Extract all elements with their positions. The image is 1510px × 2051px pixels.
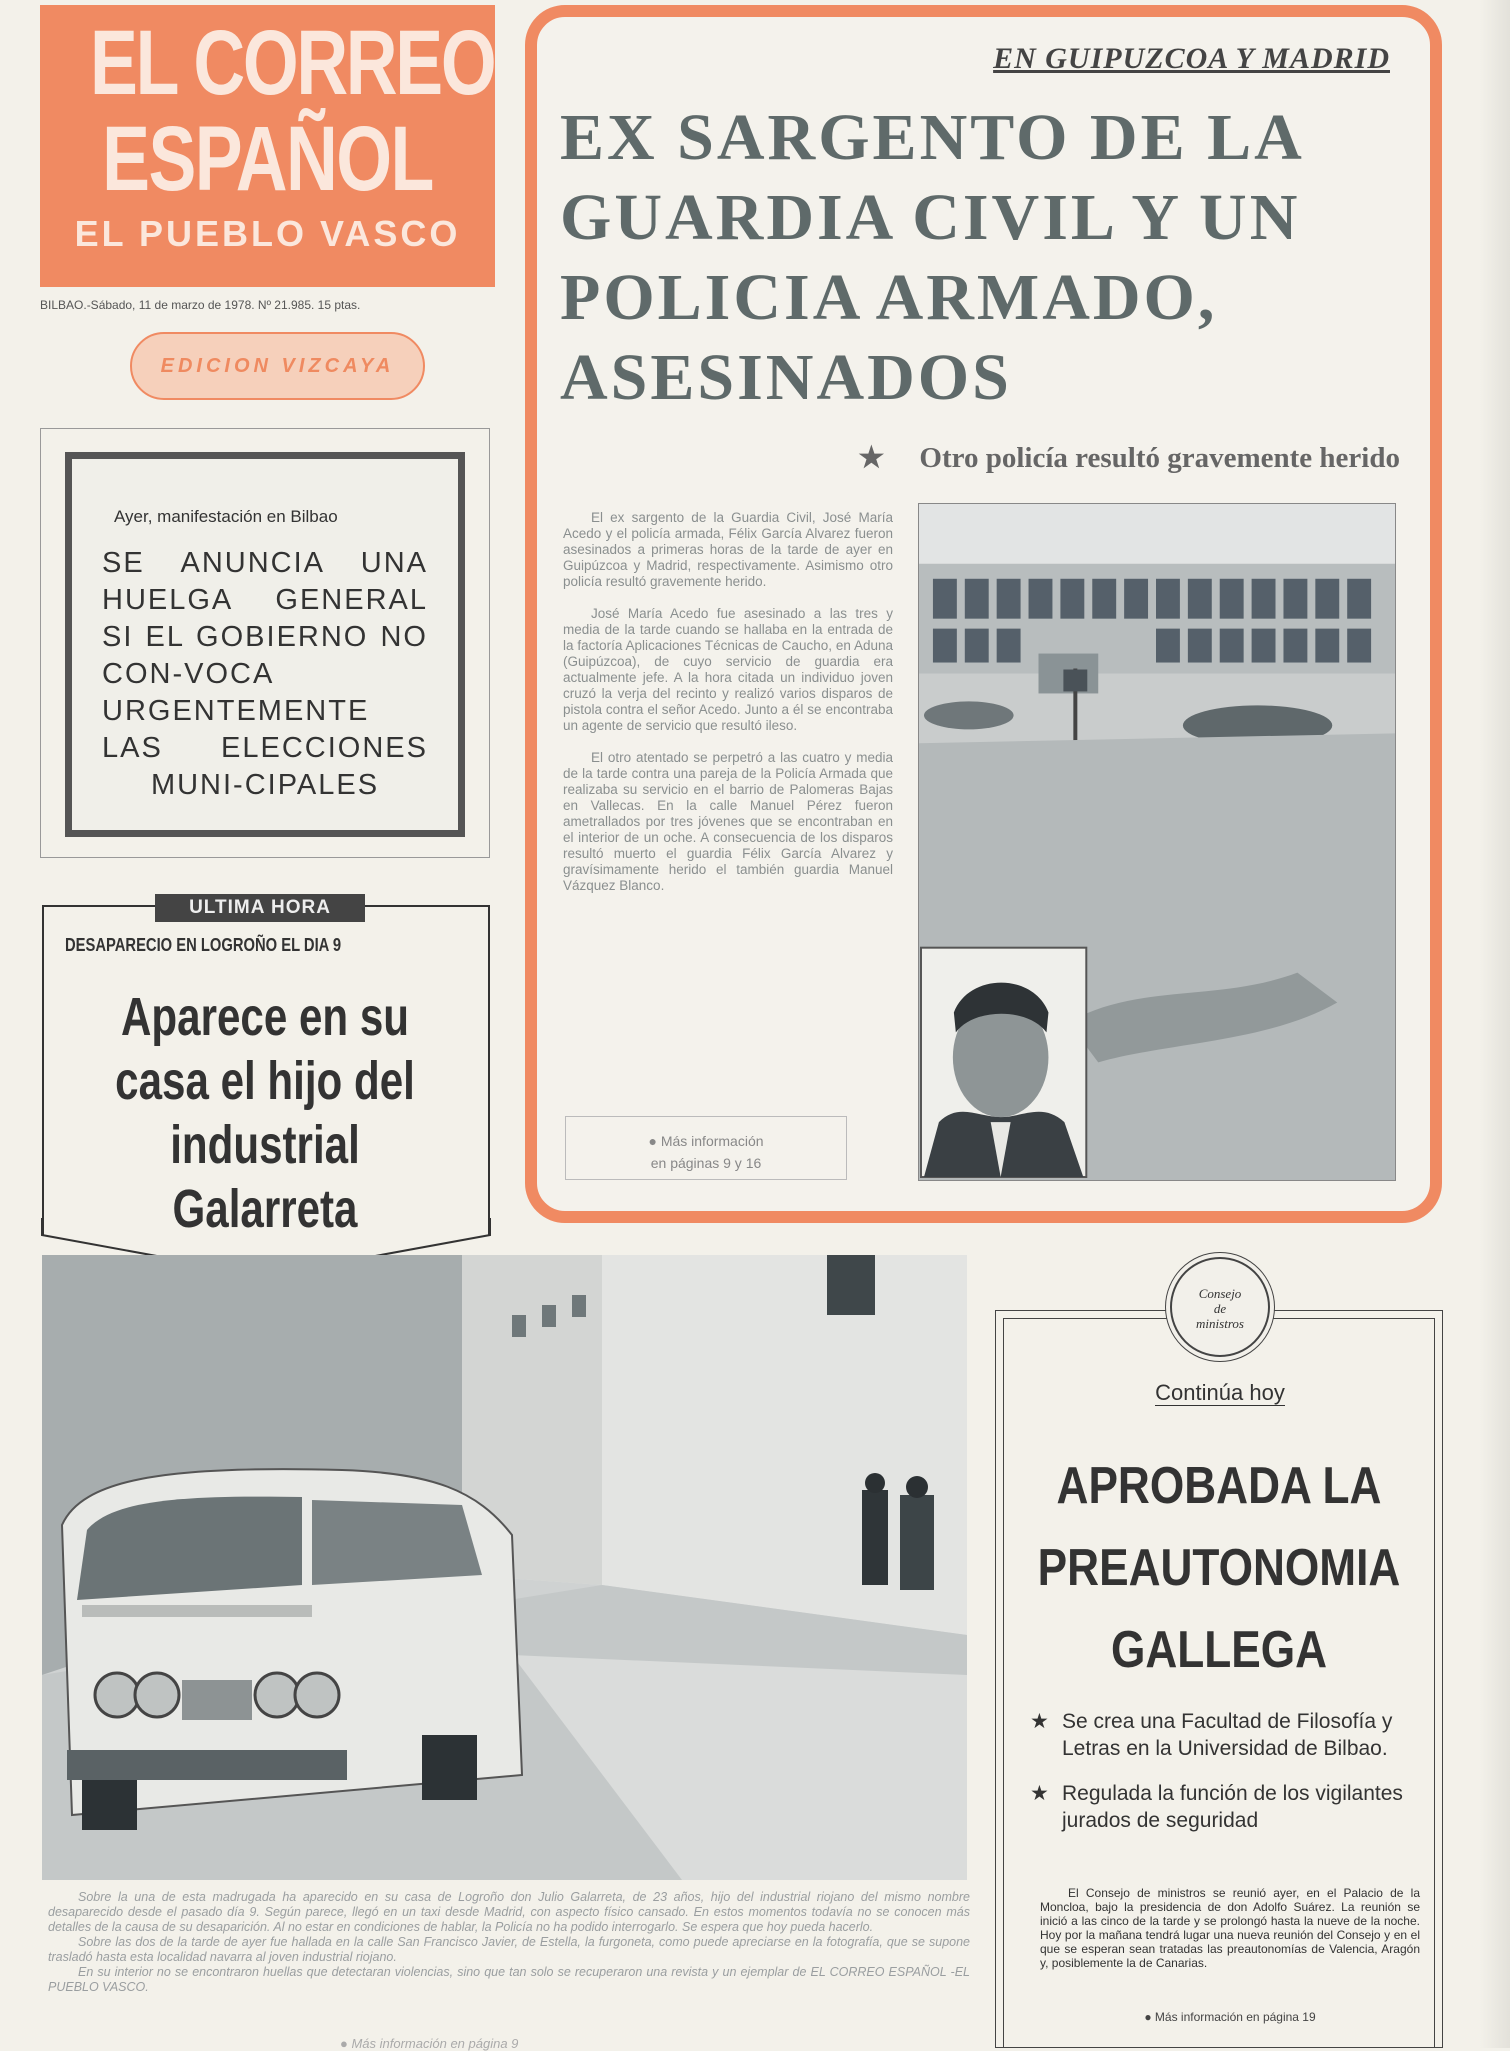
council-headline-line: GALLEGA: [1110, 1621, 1328, 1679]
masthead-title-line1: EL CORREO: [90, 12, 495, 114]
main-more-info: [565, 1116, 847, 1180]
strike-headline: SE ANUNCIA UNA HUELGA GENERAL SI EL GOBIERNO NO CON-VOCA URGENTEMENTE LAS ELECCIONES MUNI-CIPALES: [102, 547, 428, 801]
last-hour-tag: ULTIMA HORA: [155, 894, 365, 922]
main-headline: EX SARGENTO DE LA GUARDIA CIVIL Y UN POLICIA ARMADO, ASESINADOS: [560, 101, 1302, 414]
main-paragraph: José María Acedo fue asesinado a las tres y media de la tarde cuando se hallaba en la entrada de la factoría Aplicaciones Técnicas de Caucho, en Aduna (Guipúzcoa), de cuyo servicio de guardia era actualmente jefe. A la hora citada un individuo joven cruzó la verja del recinto y realizó varios disparos de pistola contra el señor Acedo. Junto a él se encontraba un agente de servicio que resultó ileso.: [563, 606, 893, 733]
star-icon: ★: [1030, 1782, 1049, 1805]
council-bullet-text: Se crea una Facultad de Filosofía y Letras en la Universidad de Bilbao.: [1062, 1710, 1393, 1760]
council-paragraph: El Consejo de ministros se reunió ayer, en el Palacio de la Moncloa, bajo la presidencia de don Adolfo Suárez. La reunión se inició a las cinco de la tarde y se prolongó hasta la nueve de la noche. Hoy por la mañana tendrá lugar una nueva reunión del Consejo y en el que se esperan sean tratadas las preautonomías de Valencia, Aragón y, posiblemente la de Canarias.: [1040, 1886, 1420, 1970]
main-paragraph: El otro atentado se perpetró a las cuatro y media de la tarde contra una pareja de la Policía Armada que realizaba su servicio en el barrio de Palomeras Bajas en Vallecas. En la calle Manuel Pérez fueron ametrallados por tres jóvenes que se encontraban en el interior de un oche. A consecuencia de los disparos resultó muerto el guardia Félix García Alvarez y gravísimamente herido el también guardia Manuel Vázquez Blanco.: [563, 750, 893, 893]
van-caption-paragraph: Sobre la una de esta madrugada ha aparecido en su casa de Logroño don Julio Galarreta, de 23 años, hijo del industrial riojano del mismo nombre desaparecido desde el pasado día 9. Según parece, llegó en un taxi desde Madrid, con aspecto físico cansado. En estos momentos todavía no se conocen más detalles de la causa de su desaparición. Al no estar en condiciones de hablar, la Policía no ha podido interrogarlo. Se espera que hoy pueda hacerlo.: [48, 1890, 970, 1934]
council-seal: [1170, 1257, 1270, 1357]
council-bullet: [1030, 1708, 1415, 1762]
edition-badge: EDICION VIZCAYA: [130, 332, 425, 400]
page-edge-shadow: [1480, 0, 1510, 2048]
star-icon: ★: [1030, 1710, 1049, 1733]
last-hour-headline: Aparece en su casa el hijo del industrial Galarreta: [115, 987, 415, 1239]
council-body: [1040, 1886, 1420, 1970]
main-story-body: [563, 510, 893, 910]
factory-photo: [918, 503, 1396, 1181]
main-more-line1: ● Más información: [648, 1133, 764, 1149]
council-kicker: [1005, 1380, 1435, 1406]
van-caption-paragraph: Sobre las dos de la tarde de ayer fue hallada en la calle San Francisco Javier, de Estella, la furgoneta, como puede apreciarse en la fotografía, que se supone trasladó hasta esta localidad navarra al joven industrial riojano.: [48, 1935, 970, 1964]
masthead-subtitle: EL PUEBLO VASCO: [74, 213, 461, 254]
masthead: [40, 5, 495, 287]
strike-kicker: Ayer, manifestación en Bilbao: [114, 507, 338, 526]
dateline: BILBAO.-Sábado, 11 de marzo de 1978. Nº 21.985. 15 ptas.: [40, 298, 361, 312]
council-seal-line: Consejo: [1198, 1286, 1242, 1301]
council-headline-line: APROBADA LA: [1056, 1457, 1382, 1515]
van-caption: [48, 1890, 970, 1995]
van-more-info: ● Más información en página 9: [340, 2036, 519, 2051]
strike-box: [65, 452, 465, 837]
van-photo: [42, 1255, 967, 1880]
main-paragraph: El ex sargento de la Guardia Civil, José María Acedo y el policía armada, Félix García Alvarez fueron asesinados a primeras horas de la tarde de ayer en Guipúzcoa y Madrid, respectivamente. Asimismo otro policía resultó gravemente herido.: [563, 510, 893, 589]
star-icon: ★: [858, 442, 885, 474]
council-more-info: ● Más información en página 19: [1144, 2010, 1316, 2024]
main-subhead-text: Otro policía resultó gravemente herido: [919, 442, 1400, 474]
council-seal-line: ministros: [1196, 1316, 1244, 1331]
council-kicker-text: Continúa hoy: [1155, 1380, 1285, 1405]
council-bullet-text: Regulada la función de los vigilantes jurados de seguridad: [1062, 1782, 1403, 1832]
council-bullet: [1030, 1780, 1415, 1834]
council-headline: [1035, 1445, 1402, 1691]
council-seal-line: de: [1213, 1301, 1227, 1316]
last-hour-kicker: DESAPARECIO EN LOGROÑO EL DIA 9: [65, 935, 342, 955]
council-bullets: [1030, 1708, 1415, 1852]
main-more-line2: en páginas 9 y 16: [650, 1155, 762, 1171]
masthead-title-line2: ESPAÑOL: [102, 108, 433, 210]
van-caption-paragraph: En su interior no se encontraron huellas que detectaran violencias, sino que tan solo se recuperaron una revista y un ejemplar de EL CORREO ESPAÑOL -EL PUEBLO VASCO.: [48, 1965, 970, 1994]
council-headline-line: PREAUTONOMIA: [1037, 1539, 1401, 1597]
section-kicker: EN GUIPUZCOA Y MADRID: [993, 42, 1390, 75]
main-subhead: [600, 440, 1400, 475]
